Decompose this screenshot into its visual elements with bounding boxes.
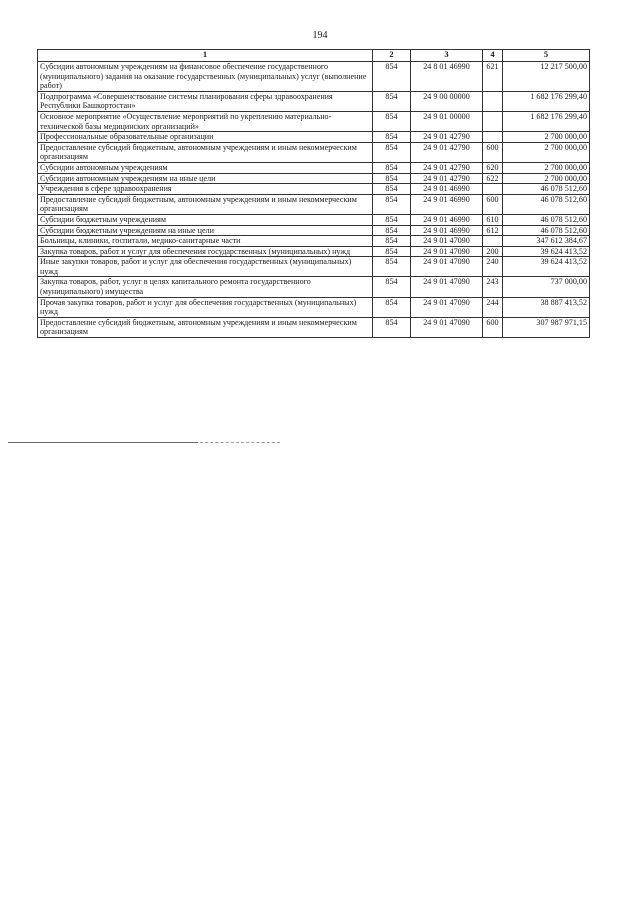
row-name: Учреждения в сфере здравоохранения: [38, 184, 373, 195]
row-name: Субсидии автономным учреждениям на финансовое обеспечение государственного (муниципального) задания на оказание государственных (муниципальных) услуг (выполнение работ): [38, 62, 373, 92]
row-sum: 46 078 512,60: [503, 214, 590, 225]
row-csr: 24 9 01 42790: [411, 173, 483, 184]
table-row: [38, 62, 590, 92]
page-number: 194: [312, 30, 328, 41]
row-name: Предоставление субсидий бюджетным, автономным учреждениям и иным некоммерческим организациям: [38, 194, 373, 214]
row-ved: 854: [373, 184, 411, 195]
row-vr: 240: [483, 257, 503, 277]
table-row: [38, 132, 590, 143]
row-sum: 1 682 176 299,40: [503, 111, 590, 131]
row-csr: 24 9 01 42790: [411, 132, 483, 143]
row-csr: 24 9 01 46990: [411, 194, 483, 214]
row-sum: 2 700 000,00: [503, 142, 590, 162]
row-csr: 24 9 01 47090: [411, 257, 483, 277]
row-sum: 307 987 971,15: [503, 317, 590, 337]
row-ved: 854: [373, 173, 411, 184]
row-vr: [483, 236, 503, 247]
scan-divider-line: [8, 442, 198, 443]
table-row: [38, 246, 590, 257]
table-row: [38, 297, 590, 317]
row-vr: 621: [483, 62, 503, 92]
row-vr: 600: [483, 142, 503, 162]
row-ved: 854: [373, 162, 411, 173]
row-sum: 2 700 000,00: [503, 132, 590, 143]
row-vr: 600: [483, 194, 503, 214]
row-name: Субсидии бюджетным учреждениям: [38, 214, 373, 225]
row-vr: [483, 111, 503, 131]
row-sum: 2 700 000,00: [503, 162, 590, 173]
table-row: [38, 257, 590, 277]
row-ved: 854: [373, 297, 411, 317]
row-ved: 854: [373, 277, 411, 297]
row-csr: 24 9 01 47090: [411, 317, 483, 337]
header-col-2: 2: [373, 50, 411, 62]
budget-table: [37, 49, 590, 338]
row-ved: 854: [373, 132, 411, 143]
table-row: [38, 277, 590, 297]
row-vr: [483, 184, 503, 195]
row-sum: 46 078 512,60: [503, 225, 590, 236]
row-ved: 854: [373, 194, 411, 214]
row-ved: 854: [373, 111, 411, 131]
row-vr: 622: [483, 173, 503, 184]
table-row: [38, 91, 590, 111]
row-csr: 24 9 01 47090: [411, 236, 483, 247]
row-csr: 24 9 01 47090: [411, 277, 483, 297]
header-col-5: 5: [503, 50, 590, 62]
row-vr: 610: [483, 214, 503, 225]
header-col-3: 3: [411, 50, 483, 62]
row-sum: 39 624 413,52: [503, 257, 590, 277]
row-csr: 24 9 01 47090: [411, 246, 483, 257]
row-vr: 600: [483, 317, 503, 337]
table-header-row: [38, 50, 590, 62]
row-sum: 737 000,00: [503, 277, 590, 297]
row-ved: 854: [373, 317, 411, 337]
row-ved: 854: [373, 62, 411, 92]
table-row: [38, 214, 590, 225]
row-vr: [483, 91, 503, 111]
row-vr: 244: [483, 297, 503, 317]
scan-divider-line-faint: [200, 442, 280, 443]
row-csr: 24 9 01 46990: [411, 225, 483, 236]
row-vr: 243: [483, 277, 503, 297]
row-sum: 46 078 512,60: [503, 184, 590, 195]
row-sum: 46 078 512,60: [503, 194, 590, 214]
row-sum: 39 624 413,52: [503, 246, 590, 257]
row-name: Субсидии автономным учреждениям на иные цели: [38, 173, 373, 184]
row-ved: 854: [373, 236, 411, 247]
row-ved: 854: [373, 214, 411, 225]
row-name: Предоставление субсидий бюджетным, автономным учреждениям и иным некоммерческим организациям: [38, 142, 373, 162]
table-row: [38, 236, 590, 247]
row-ved: 854: [373, 257, 411, 277]
row-ved: 854: [373, 142, 411, 162]
row-name: Иные закупки товаров, работ и услуг для обеспечения государственных (муниципальных) нужд: [38, 257, 373, 277]
table-row: [38, 317, 590, 337]
row-csr: 24 9 01 47090: [411, 297, 483, 317]
row-vr: [483, 132, 503, 143]
row-vr: 612: [483, 225, 503, 236]
table-row: [38, 142, 590, 162]
row-name: Субсидии автономным учреждениям: [38, 162, 373, 173]
row-csr: 24 9 01 42790: [411, 142, 483, 162]
row-vr: 620: [483, 162, 503, 173]
row-ved: 854: [373, 246, 411, 257]
row-csr: 24 9 01 00000: [411, 111, 483, 131]
row-csr: 24 9 01 46990: [411, 184, 483, 195]
row-name: Субсидии бюджетным учреждениям на иные цели: [38, 225, 373, 236]
row-name: Закупка товаров, работ и услуг для обеспечения государственных (муниципальных) нужд: [38, 246, 373, 257]
row-name: Закупка товаров, работ, услуг в целях капитального ремонта государственного (муниципального) имущества: [38, 277, 373, 297]
row-name: Профессиональные образовательные организации: [38, 132, 373, 143]
header-col-4: 4: [483, 50, 503, 62]
row-name: Подпрограмма «Совершенствование системы планирования сферы здравоохранения Республики Башкортостан»: [38, 91, 373, 111]
row-name: Основное мероприятие «Осуществление мероприятий по укреплению материально-технической базы медицинских организаций»: [38, 111, 373, 131]
table-row: [38, 194, 590, 214]
table-row: [38, 111, 590, 131]
row-name: Предоставление субсидий бюджетным, автономным учреждениям и иным некоммерческим организациям: [38, 317, 373, 337]
table-row: [38, 162, 590, 173]
row-ved: 854: [373, 91, 411, 111]
row-csr: 24 9 00 00000: [411, 91, 483, 111]
row-sum: 347 612 384,67: [503, 236, 590, 247]
row-sum: 1 682 176 299,40: [503, 91, 590, 111]
row-sum: 12 217 500,00: [503, 62, 590, 92]
row-csr: 24 9 01 42790: [411, 162, 483, 173]
row-name: Больницы, клиники, госпитали, медико-санитарные части: [38, 236, 373, 247]
table-row: [38, 225, 590, 236]
table-row: [38, 184, 590, 195]
row-csr: 24 8 01 46990: [411, 62, 483, 92]
table-row: [38, 173, 590, 184]
header-col-1: 1: [38, 50, 373, 62]
row-vr: 200: [483, 246, 503, 257]
row-ved: 854: [373, 225, 411, 236]
row-name: Прочая закупка товаров, работ и услуг для обеспечения государственных (муниципальных) нужд: [38, 297, 373, 317]
row-csr: 24 9 01 46990: [411, 214, 483, 225]
row-sum: 38 887 413,52: [503, 297, 590, 317]
row-sum: 2 700 000,00: [503, 173, 590, 184]
